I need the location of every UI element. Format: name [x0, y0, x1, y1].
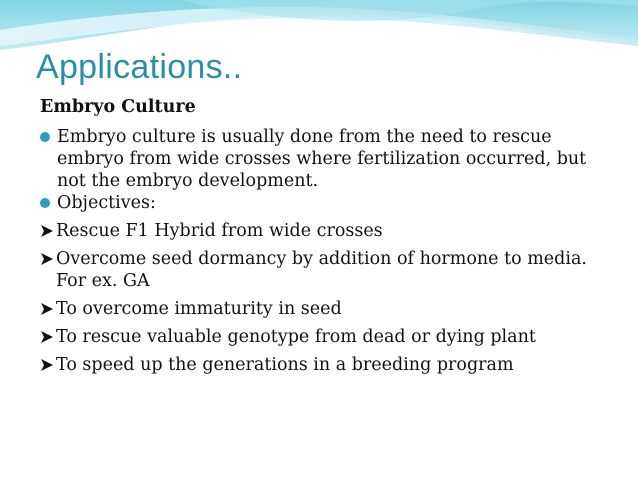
- arrow-bullet-icon: [40, 225, 54, 237]
- arrow-bullet-icon: [40, 253, 54, 265]
- arrow-item: [40, 248, 600, 292]
- arrow-item: [40, 326, 600, 348]
- arrow-bullet-icon: [40, 359, 54, 371]
- round-bullet-icon: [40, 132, 50, 142]
- bullet-text: Embryo culture is usually done from the need to rescue embryo from wide crosses where fertilization occurred, but not the embryo development.: [57, 127, 587, 191]
- arrow-text: To rescue valuable genotype from dead or dying plant: [56, 327, 536, 347]
- bullet-item: [40, 126, 600, 192]
- arrow-bullet-icon: [40, 331, 54, 343]
- bullet-text: Objectives:: [57, 193, 156, 213]
- arrow-item: [40, 220, 600, 242]
- arrow-item: [40, 298, 600, 320]
- slide-body: [40, 96, 600, 376]
- section-heading: Embryo Culture: [40, 97, 196, 117]
- arrow-text: Overcome seed dormancy by addition of hormone to media. For ex. GA: [56, 249, 587, 291]
- bullet-item: [40, 192, 600, 214]
- slide-title: Applications..: [36, 48, 243, 86]
- arrow-item: [40, 354, 600, 376]
- arrow-text: To overcome immaturity in seed: [56, 299, 342, 319]
- arrow-bullet-icon: [40, 303, 54, 315]
- round-bullet-icon: [40, 198, 50, 208]
- arrow-text: To speed up the generations in a breeding program: [56, 355, 514, 375]
- arrow-text: Rescue F1 Hybrid from wide crosses: [56, 221, 383, 241]
